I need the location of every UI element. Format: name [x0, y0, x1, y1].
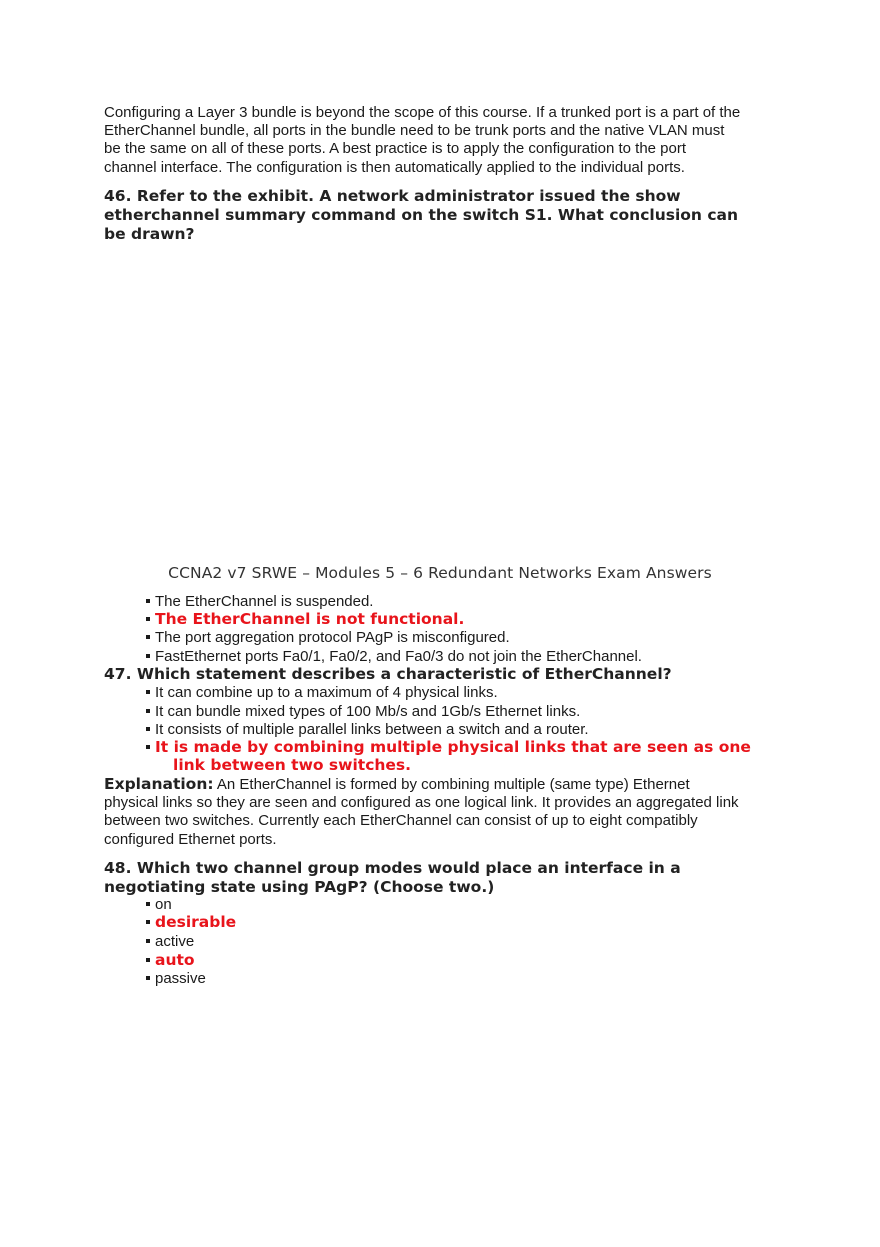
- exhibit-caption: CCNA2 v7 SRWE – Modules 5 – 6 Redundant Networks Exam Answers: [168, 564, 712, 582]
- question-47-title: 47. Which statement describes a characteristic of EtherChannel?: [104, 665, 672, 683]
- explanation-label: Explanation:: [104, 775, 214, 793]
- q47-option-2: It can bundle mixed types of 100 Mb/s and 1Gb/s Ethernet links.: [146, 703, 580, 721]
- bullet-icon: [146, 690, 150, 694]
- bullet-icon: [146, 727, 150, 731]
- bullet-icon: [146, 654, 150, 658]
- question-46-title: 46. Refer to the exhibit. A network administrator issued the show etherchannel summary command on the switch S1. What conclusion can be drawn?: [104, 187, 739, 243]
- q47-option-4-correct: It is made by combining multiple physical links that are seen as one link between two switches.: [146, 738, 751, 774]
- bullet-icon: [146, 958, 150, 962]
- q47-option-3: It consists of multiple parallel links between a switch and a router.: [146, 721, 589, 739]
- bullet-icon: [146, 745, 150, 749]
- bullet-icon: [146, 709, 150, 713]
- bullet-icon: [146, 939, 150, 943]
- bullet-icon: [146, 617, 150, 621]
- intro-paragraph: Configuring a Layer 3 bundle is beyond the scope of this course. If a trunked port is a part of the EtherChannel bundle, all ports in the bundle need to be trunk ports and the native VLAN must be the same on all of these ports. A best practice is to apply the configuration to the port channel interface. The configuration is then automatically applied to the individual ports.: [104, 104, 741, 176]
- bullet-icon: [146, 976, 150, 980]
- q46-option-1: The EtherChannel is suspended.: [146, 593, 373, 611]
- bullet-icon: [146, 902, 150, 906]
- q46-option-3: The port aggregation protocol PAgP is misconfigured.: [146, 629, 510, 647]
- q47-option-1: It can combine up to a maximum of 4 physical links.: [146, 684, 498, 702]
- bullet-icon: [146, 599, 150, 603]
- q46-option-4: FastEthernet ports Fa0/1, Fa0/2, and Fa0/3 do not join the EtherChannel.: [146, 648, 642, 666]
- q48-option-1: on: [146, 896, 172, 914]
- q46-option-2-correct: The EtherChannel is not functional.: [146, 610, 464, 628]
- q48-option-5: passive: [146, 970, 206, 988]
- q48-option-2-correct: desirable: [146, 913, 236, 931]
- bullet-icon: [146, 920, 150, 924]
- q48-option-4-correct: auto: [146, 951, 195, 969]
- exhibit-image-area: [104, 250, 780, 550]
- q48-option-3: active: [146, 933, 194, 951]
- question-48-title: 48. Which two channel group modes would place an interface in a negotiating state using PAgP? (Choose two.): [104, 859, 681, 896]
- q47-explanation: Explanation: An EtherChannel is formed by combining multiple (same type) Ethernet physical links so they are seen and configured as one logical link. It provides an aggregated link between two switches. Currently each EtherChannel can consist of up to eight compatibly configured Ethernet ports.: [104, 775, 739, 848]
- bullet-icon: [146, 635, 150, 639]
